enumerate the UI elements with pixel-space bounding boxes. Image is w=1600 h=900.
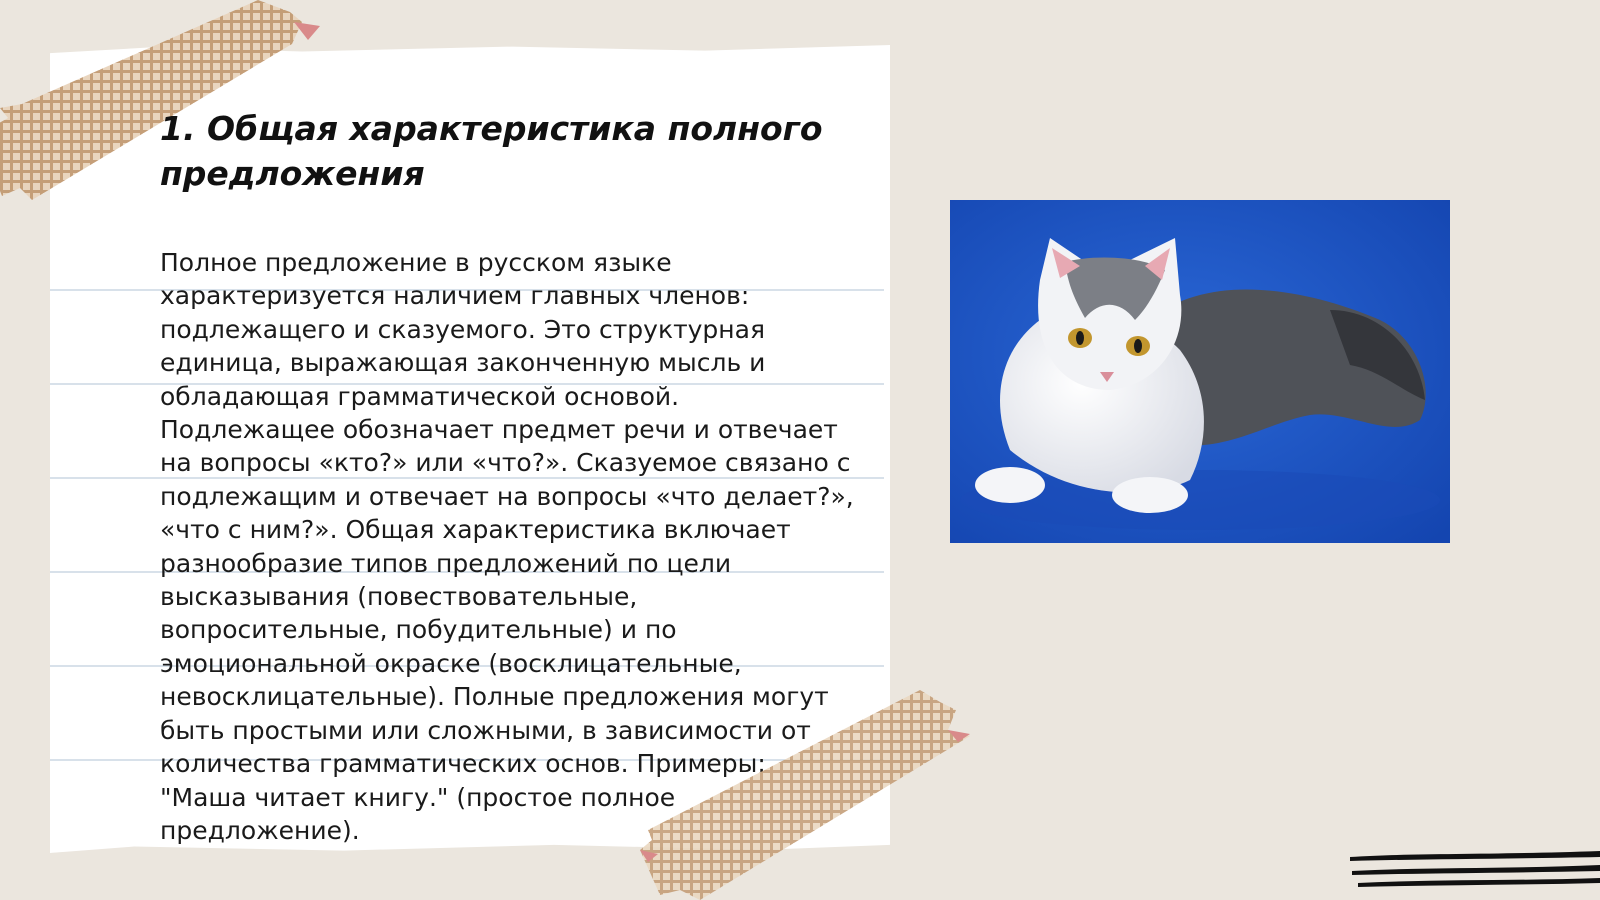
slide-body-text: Полное предложение в русском языке характеризуется наличием главных членов: подлежащего и сказуемого. Это структурная единица, выражающая законченную мысль и обладающая грамматической основой. Подлежащее обозначает предмет речи и отвечает на вопросы «кто?» или «что?». Сказуемое связано с подлежащим и отвечает на вопросы «что делает?», «что с ним?». Общая характеристика включает разнообразие типов предложений по цели высказывания (повествовательные, вопросительные, побудительные) и по эмоциональной окраске (восклицательные, невосклицательные). Полные предложения могут быть простыми или сложными, в зависимости от количества грамматических основ. Примеры: "Маша читает книгу." (простое полное предложение). (160, 248, 854, 845)
cat-photo (950, 200, 1450, 543)
slide-title: 1. Общая характеристика полного предложения (160, 109, 823, 193)
washi-tape-bottom (640, 690, 990, 900)
brush-stroke-decoration (1350, 845, 1600, 895)
